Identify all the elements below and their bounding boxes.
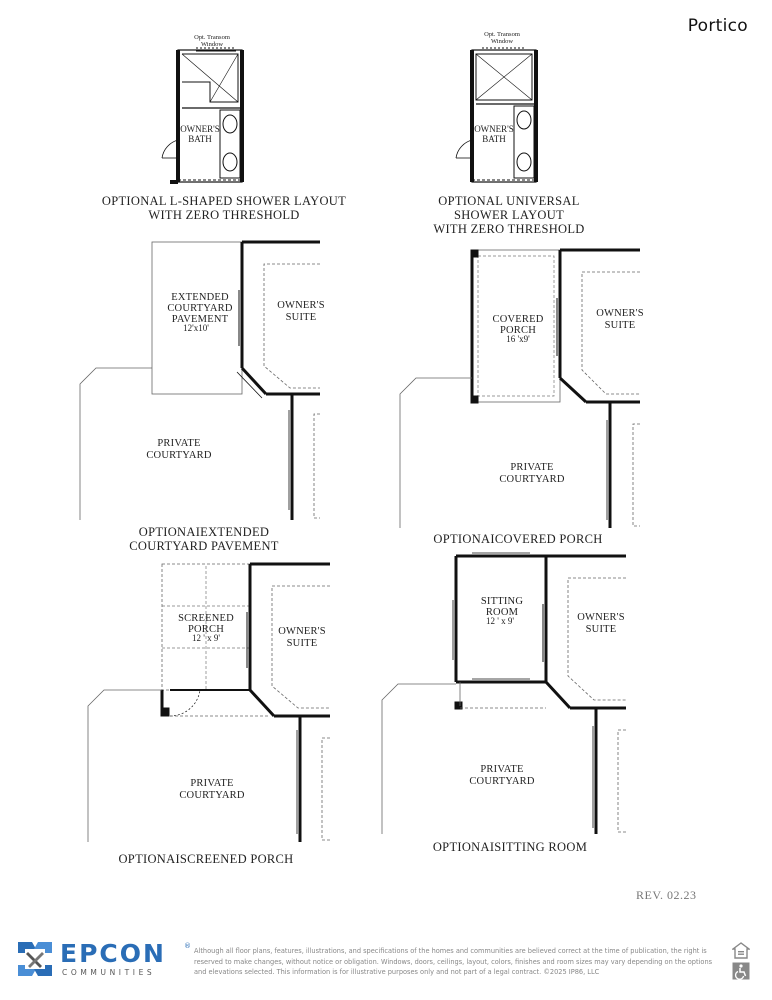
extended-room1-line1: EXTENDED <box>171 292 229 303</box>
caption-sitting <box>420 840 600 854</box>
caption-lshape-line2: WITH ZERO THRESHOLD <box>148 208 300 222</box>
screened-room1-line2: PORCH <box>187 624 225 635</box>
extended-room1-size: 12'x10' <box>183 323 209 333</box>
plan-universal-shower <box>456 48 536 182</box>
brand-title: Portico <box>687 16 748 36</box>
caption-universal-line1: OPTIONAL UNIVERSAL <box>438 194 580 208</box>
lshape-room-label-2: BATH <box>188 134 212 144</box>
universal-transom-label-1: Opt. Transom <box>484 31 520 38</box>
logo-registered-mark: ® <box>184 942 191 950</box>
extended-room3-line2: COURTYARD <box>146 450 212 461</box>
caption-sitting-line1: OPTIONAISITTING ROOM <box>432 840 588 854</box>
extended-room1-line3: PAVEMENT <box>171 314 229 325</box>
lshape-transom-label-1: Opt. Transom <box>194 34 230 41</box>
epcon-logo <box>16 939 191 980</box>
footer-badges <box>732 942 752 982</box>
sitting-room2-line2: SUITE <box>585 624 617 635</box>
plan-lshape-shower <box>162 48 242 182</box>
caption-universal-line3: WITH ZERO THRESHOLD <box>433 222 585 236</box>
lshape-transom-label-2: Window <box>200 41 224 48</box>
plan-covered-porch <box>400 250 640 528</box>
epcon-logo-icon <box>16 940 54 978</box>
equal-housing-icon <box>732 942 750 960</box>
caption-covered <box>420 532 616 546</box>
screened-room2-line2: SUITE <box>286 638 318 649</box>
screened-room1-line1: SCREENED <box>178 613 234 624</box>
covered-room1-size: 16 'x9' <box>506 334 530 344</box>
caption-covered-line1: OPTIONAICOVERED PORCH <box>433 532 603 546</box>
sitting-room1-line2: ROOM <box>485 607 519 618</box>
legal-disclaimer: Although all floor plans, features, illustrations, and specifications of the homes and communities are believed correct at the time of publication, the right is reserved to make changes, without notice or obligation. Windows, doors, ceilings, layout, colors, finishes and room sizes may vary depending on the options and elevations selected. This information is for illustrative purposes only and not part of a legal contract. ©2025 IP86, LLC <box>194 947 713 976</box>
covered-room1-line2: PORCH <box>499 325 537 336</box>
universal-room-label-1: OWNER'S <box>474 124 514 134</box>
plan-extended-pavement <box>80 242 320 520</box>
sitting-room2-line1: OWNER'S <box>577 612 625 623</box>
lshape-room-label-1: OWNER'S <box>180 124 220 134</box>
caption-universal <box>418 194 600 236</box>
covered-room2-line2: SUITE <box>604 320 636 331</box>
caption-extended <box>112 525 296 553</box>
sitting-room3-line1: PRIVATE <box>480 764 524 775</box>
extended-room1-line2: COURTYARD <box>167 303 233 314</box>
revision-label: REV. 02.23 <box>636 888 697 902</box>
caption-lshape <box>96 194 352 222</box>
screened-room3-line1: PRIVATE <box>190 778 234 789</box>
extended-room2-line1: OWNER'S <box>277 300 325 311</box>
sitting-room1-size: 12 ' x 9' <box>486 616 514 626</box>
caption-lshape-line1: OPTIONAL L-SHAPED SHOWER LAYOUT <box>101 194 347 208</box>
covered-room1-line1: COVERED <box>492 314 544 325</box>
screened-room1-size: 12 ' x 9' <box>192 633 220 643</box>
universal-transom-label-2: Window <box>490 38 514 45</box>
extended-room2-line2: SUITE <box>285 312 317 323</box>
screened-room2-line1: OWNER'S <box>278 626 326 637</box>
logo-wordmark: EPCON <box>60 939 166 968</box>
caption-screened-line1: OPTIONAISCREENED PORCH <box>118 852 294 866</box>
sitting-room3-line2: COURTYARD <box>469 776 535 787</box>
caption-universal-line2: SHOWER LAYOUT <box>453 208 565 222</box>
screened-room3-line2: COURTYARD <box>179 790 245 801</box>
universal-room-label-2: BATH <box>482 134 506 144</box>
accessibility-icon <box>732 962 750 980</box>
caption-extended-line1: OPTIONAIEXTENDED <box>138 525 270 539</box>
covered-room3-line1: PRIVATE <box>510 462 554 473</box>
covered-room3-line2: COURTYARD <box>499 474 565 485</box>
sitting-room1-line1: SITTING <box>480 596 524 607</box>
caption-screened <box>106 852 306 866</box>
covered-room2-line1: OWNER'S <box>596 308 644 319</box>
caption-extended-line2: COURTYARD PAVEMENT <box>129 539 279 553</box>
extended-room3-line1: PRIVATE <box>157 438 201 449</box>
logo-subtitle: COMMUNITIES <box>62 968 156 977</box>
